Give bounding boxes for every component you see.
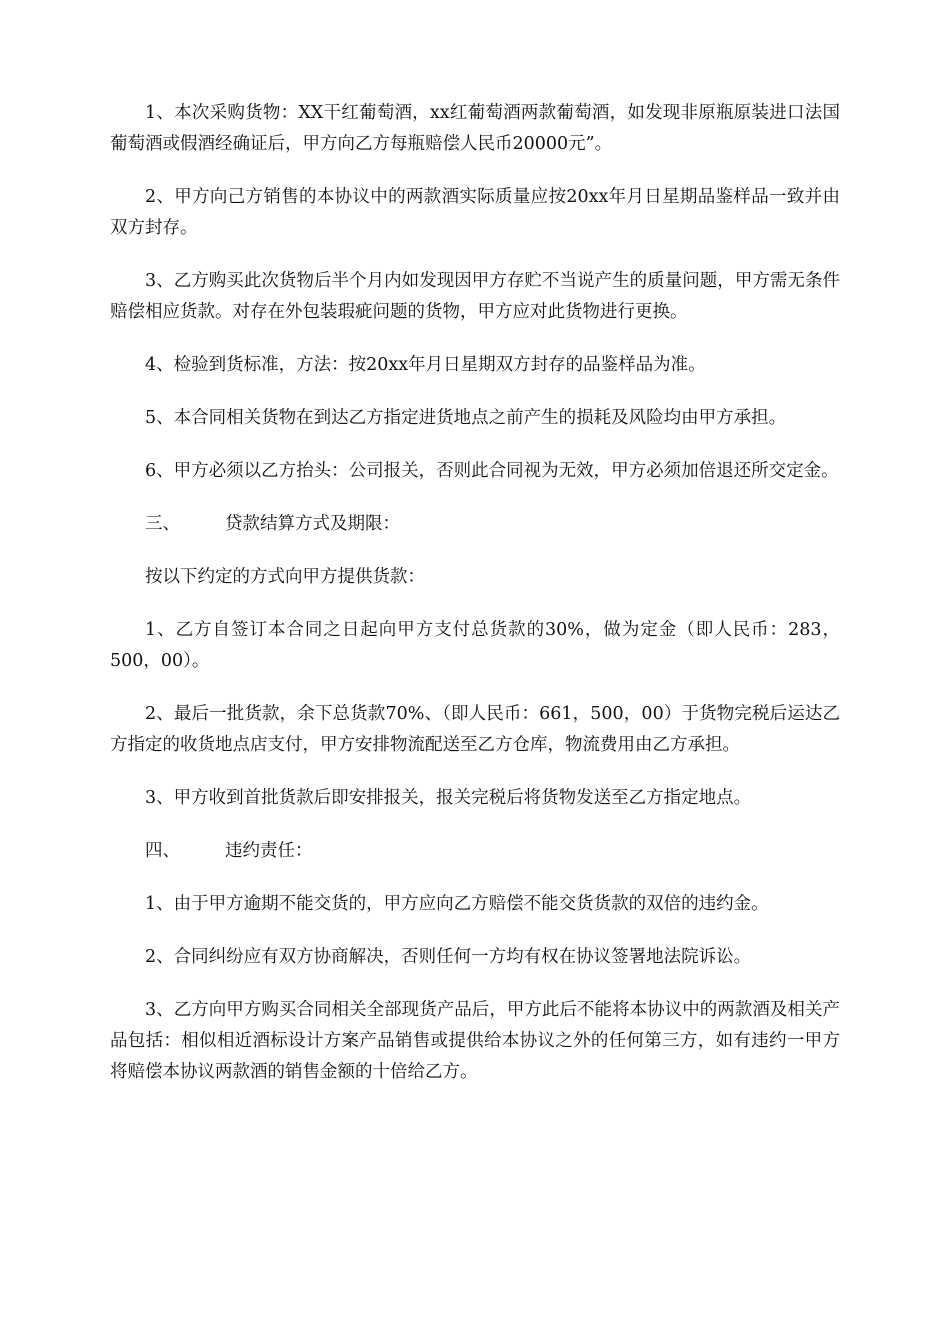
document-body xyxy=(110,98,840,1110)
clause-3-compensation: 3、乙方购买此次货物后半个月内如发现因甲方存贮不当说产生的质量问题，甲方需无条件赔偿相应货款。对存在外包装瑕疵问题的货物，甲方应对此货物进行更换。 xyxy=(110,271,840,322)
payment-clause-1: 1、乙方自签订本合同之日起向甲方支付总货款的30%，做为定金（即人民币：283，500，00）。 xyxy=(110,620,840,671)
payment-intro: 按以下约定的方式向甲方提供货款： xyxy=(145,567,425,587)
payment-clause-3: 3、甲方收到首批货款后即安排报关，报关完税后将货物发送至乙方指定地点。 xyxy=(145,788,752,808)
section-heading-liability xyxy=(110,836,840,867)
liability-clause-1: 1、由于甲方逾期不能交货的，甲方应向乙方赔偿不能交货货款的双倍的违约金。 xyxy=(145,894,769,914)
clause-6-customs: 6、甲方必须以乙方抬头：公司报关，否则此合同视为无效，甲方必须加倍退还所交定金。 xyxy=(145,461,839,481)
section-number: 四、 xyxy=(145,841,180,861)
liability-clause-3: 3、乙方向甲方购买合同相关全部现货产品后，甲方此后不能将本协议中的两款酒及相关产品包括：相似相近酒标设计方案产品销售或提供给本协议之外的任何第三方，如有违约一甲方将赔偿本协议两款酒的销售金额的十倍给乙方。 xyxy=(110,1000,840,1082)
clause-4-inspection: 4、检验到货标准，方法：按20xx年月日星期双方封存的品鉴样品为准。 xyxy=(145,355,706,375)
clause-1-goods: 1、本次采购货物：XX干红葡萄酒，xx红葡萄酒两款葡萄酒，如发现非原瓶原装进口法国葡萄酒或假酒经确证后，甲方向乙方每瓶赔偿人民币20000元”。 xyxy=(110,103,840,154)
section-title: 贷款结算方式及期限： xyxy=(225,514,400,534)
liability-clause-2: 2、合同纠纷应有双方协商解决，否则任何一方均有权在协议签署地法院诉讼。 xyxy=(145,947,752,967)
clause-5-risk: 5、本合同相关货物在到达乙方指定进货地点之前产生的损耗及风险均由甲方承担。 xyxy=(145,408,787,428)
section-title: 违约责任： xyxy=(225,841,313,861)
section-number: 三、 xyxy=(145,514,180,534)
clause-2-quality: 2、甲方向己方销售的本协议中的两款酒实际质量应按20xx年月日星期品鉴样品一致并由双方封存。 xyxy=(110,187,840,238)
payment-clause-2: 2、最后一批货款，余下总货款70%、（即人民币：661，500，00）于货物完税后运达乙方指定的收货地点店支付，甲方安排物流配送至乙方仓库，物流费用由乙方承担。 xyxy=(110,704,840,755)
section-heading-payment xyxy=(110,509,840,540)
